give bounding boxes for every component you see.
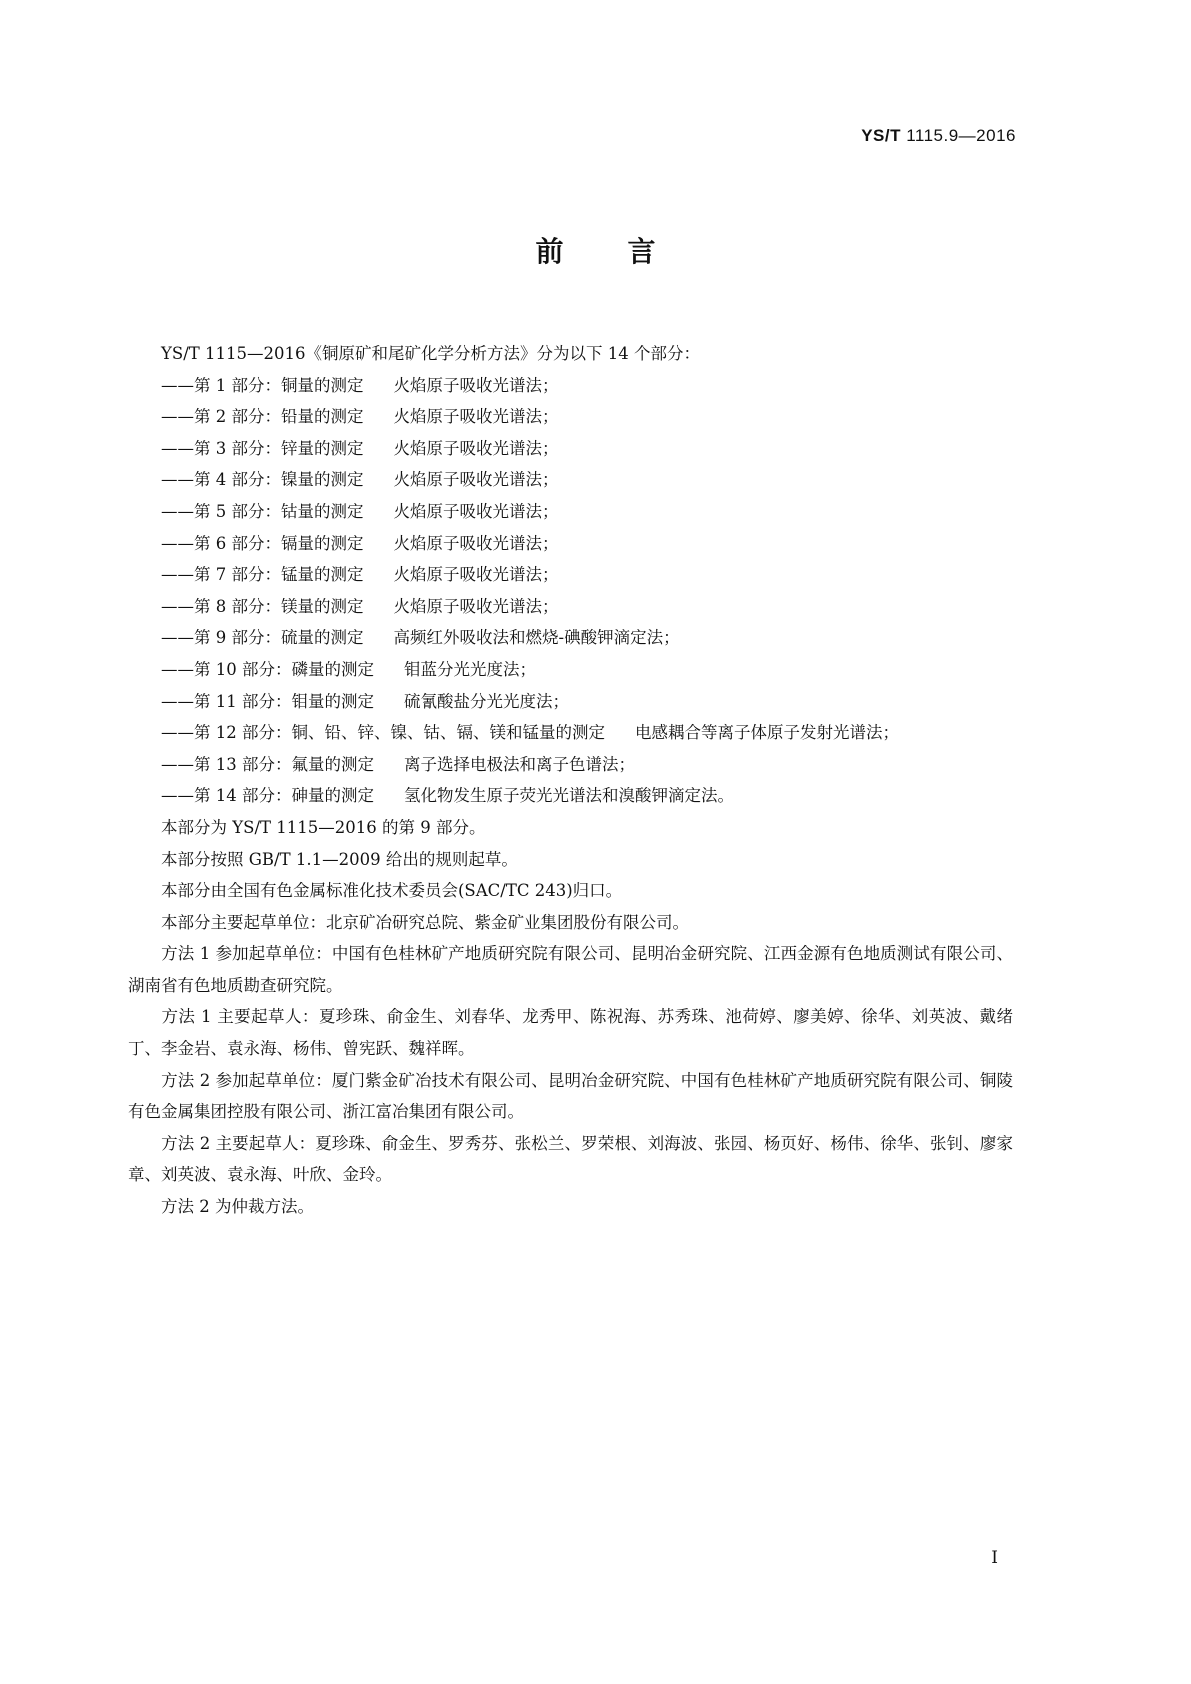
part-label: ——第 10 部分：磷量的测定: [161, 659, 374, 679]
part-label: ——第 8 部分：镁量的测定: [161, 596, 364, 616]
paragraph-text: 本部分按照 GB/T 1.1—2009 给出的规则起草。: [161, 849, 518, 869]
part-method: 火焰原子吸收光谱法；: [393, 407, 559, 427]
part-label: ——第 13 部分：氟量的测定: [161, 754, 374, 774]
part-item: [128, 622, 1013, 654]
part-item: [128, 559, 1013, 591]
part-method: 钼蓝分光光度法；: [404, 659, 536, 679]
part-method: 火焰原子吸收光谱法；: [393, 501, 559, 521]
part-item: [128, 496, 1013, 528]
part-label: ——第 7 部分：锰量的测定: [161, 565, 364, 585]
paragraph: [128, 1191, 1013, 1223]
paragraph-text: 本部分主要起草单位：北京矿冶研究总院、紫金矿业集团股份有限公司。: [161, 912, 689, 932]
document-code-prefix: YS/T: [861, 126, 901, 145]
part-method: 火焰原子吸收光谱法；: [393, 470, 559, 490]
part-method: 氢化物发生原子荧光光谱法和溴酸钾滴定法。: [404, 786, 734, 806]
part-method: 火焰原子吸收光谱法；: [393, 375, 559, 395]
part-item: [128, 654, 1013, 686]
paragraph-text: 方法 2 为仲裁方法。: [161, 1197, 314, 1217]
part-label: ——第 2 部分：铅量的测定: [161, 407, 364, 427]
paragraph-text: 方法 1 主要起草人：夏珍珠、俞金生、刘春华、龙秀甲、陈祝海、苏秀珠、池荷婷、廖美婷、徐华、刘英波、戴绪丁、李金岩、袁永海、杨伟、曾宪跃、魏祥晖。: [128, 1007, 1013, 1059]
intro-line: [128, 338, 1013, 370]
paragraph: [128, 1128, 1013, 1191]
part-label: ——第 5 部分：钴量的测定: [161, 501, 364, 521]
part-label: ——第 9 部分：硫量的测定: [161, 628, 364, 648]
paragraph: [128, 1001, 1013, 1064]
paragraph-text: 本部分为 YS/T 1115—2016 的第 9 部分。: [161, 817, 486, 837]
part-method: 高频红外吸收法和燃烧-碘酸钾滴定法；: [393, 628, 680, 648]
part-label: ——第 12 部分：铜、铅、锌、镍、钴、镉、镁和锰量的测定: [161, 723, 605, 743]
part-method: 火焰原子吸收光谱法；: [393, 533, 559, 553]
document-body: [128, 338, 1013, 1223]
paragraph: [128, 875, 1013, 907]
part-method: 火焰原子吸收光谱法；: [393, 438, 559, 458]
part-item: [128, 717, 1013, 749]
paragraph: [128, 907, 1013, 939]
part-item: [128, 749, 1013, 781]
part-item: [128, 401, 1013, 433]
paragraph-text: 方法 2 主要起草人：夏珍珠、俞金生、罗秀芬、张松兰、罗荣根、刘海波、张园、杨页好、杨伟、徐华、张钊、廖家章、刘英波、袁永海、叶欣、金玲。: [128, 1133, 1013, 1185]
part-method: 硫氰酸盐分光光度法；: [404, 691, 569, 711]
paragraph-text: 方法 2 参加起草单位：厦门紫金矿冶技术有限公司、昆明冶金研究院、中国有色桂林矿产地质研究院有限公司、铜陵有色金属集团控股有限公司、浙江富冶集团有限公司。: [128, 1070, 1013, 1122]
paragraph: [128, 1065, 1013, 1128]
part-label: ——第 3 部分：锌量的测定: [161, 438, 364, 458]
part-item: [128, 370, 1013, 402]
document-code-number: 1115.9—2016: [900, 126, 1016, 145]
part-item: [128, 591, 1013, 623]
part-item: [128, 464, 1013, 496]
part-method: 离子选择电极法和离子色谱法；: [404, 754, 635, 774]
intro-text: YS/T 1115—2016《铜原矿和尾矿化学分析方法》分为以下 14 个部分：: [161, 344, 700, 363]
paragraph: [128, 844, 1013, 876]
paragraph-text: 方法 1 参加起草单位：中国有色桂林矿产地质研究院有限公司、昆明冶金研究院、江西金源有色地质测试有限公司、湖南省有色地质勘查研究院。: [128, 944, 1013, 995]
part-method: 火焰原子吸收光谱法；: [393, 596, 559, 616]
part-item: [128, 686, 1013, 718]
part-item: [128, 433, 1013, 465]
paragraph: [128, 812, 1013, 844]
part-item: [128, 780, 1013, 812]
part-label: ——第 14 部分：砷量的测定: [161, 786, 374, 806]
page-title: 前言: [535, 235, 720, 268]
part-label: ——第 11 部分：钼量的测定: [161, 691, 374, 711]
part-method: 电感耦合等离子体原子发射光谱法；: [635, 723, 899, 743]
part-label: ——第 1 部分：铜量的测定: [161, 375, 364, 395]
paragraph: [128, 938, 1013, 1001]
part-label: ——第 6 部分：镉量的测定: [161, 533, 364, 553]
paragraph-text: 本部分由全国有色金属标准化技术委员会(SAC/TC 243)归口。: [161, 881, 623, 901]
document-code: [861, 126, 1016, 146]
page-number: I: [991, 1548, 998, 1568]
part-method: 火焰原子吸收光谱法；: [393, 565, 559, 585]
part-item: [128, 528, 1013, 560]
part-label: ——第 4 部分：镍量的测定: [161, 470, 364, 490]
